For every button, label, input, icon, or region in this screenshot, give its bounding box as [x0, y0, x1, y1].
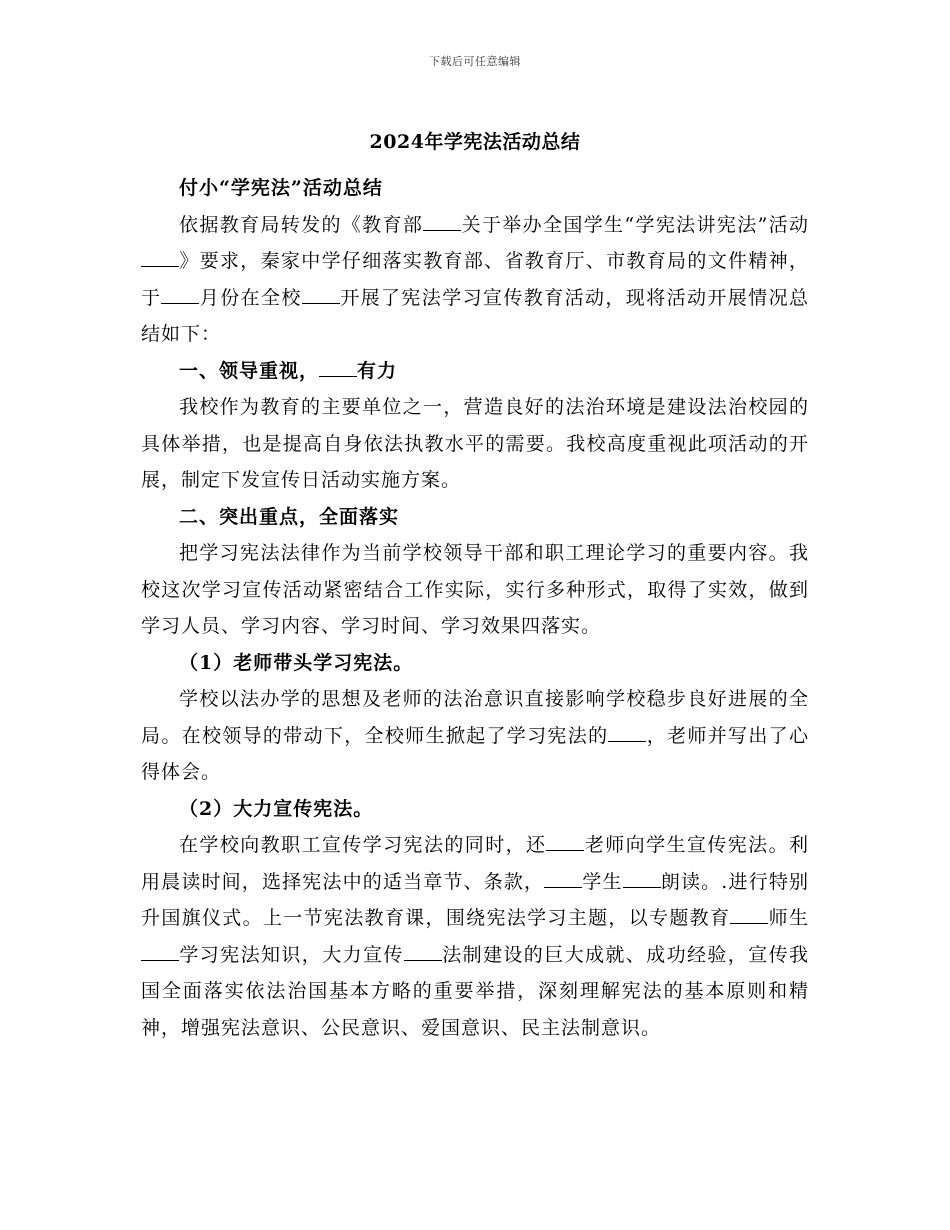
section-1-paragraph: 我校作为教育的主要单位之一，营造良好的法治环境是建设法治校园的具体举措，也是提高自身依法执教水平的需要。我校高度重视此项活动的开展，制定下发宣传日活动实施方案。 [141, 396, 809, 491]
document-subtitle: 付小“学宪法”活动总结 [179, 177, 383, 199]
section-2-paragraph: 把学习宪法法律作为当前学校领导干部和职工理论学习的重要内容。我校这次学习宣传活动紧密结合工作实际，实行多种形式，取得了实效，做到学习人员、学习内容、学习时间、学习效果四落实。 [141, 542, 809, 637]
fill-blank [544, 871, 582, 888]
sub2-text-5: 师生 [768, 907, 809, 929]
sub2-text-2: 老师向学生宣传宪法。利用晨读时间，选择宪法中的适当章节、条款， [141, 834, 809, 893]
sub2-text-7: 法制建设的巨大成就、成功经验，宣传我国全面落实依法治国基本方略的重要举措，深刻理解宪法的基本原则和精神，增强宪法意识、公民意识、爱国意识、民主法制意识。 [141, 943, 809, 1039]
document-title: 2024年学宪法活动总结 [369, 131, 581, 153]
subsection-1-paragraph [141, 681, 809, 791]
sub2-text-3: 学生 [582, 870, 623, 893]
subsection-1-heading: （1）老师带头学习宪法。 [179, 651, 414, 674]
fill-blank [546, 834, 584, 851]
sub1-text-1: 学校以法办学的思想及老师的法治意识直接影响学校稳步良好进展的全局。在校领导的带动下，全校师生掀起了学习宪法的 [141, 688, 809, 747]
intro-text-5: 开展了宪法学习宣传教育活动，现将活动开展情况总结如下： [141, 286, 809, 345]
sub1-text-2: ，老师并写出了心得体会。 [141, 724, 809, 783]
fill-blank [141, 250, 179, 267]
intro-text-4: 月份在全校 [199, 286, 302, 309]
section-1-heading-text-1: 一、领导重视， [179, 359, 320, 382]
intro-text-2: 关于举办全国学生“学宪法讲宪法”活动 [461, 213, 809, 236]
fill-blank [623, 871, 661, 888]
intro-paragraph [141, 207, 809, 353]
subsection-2-paragraph [141, 827, 809, 1046]
subsection-2-heading: （2）大力宣传宪法。 [179, 797, 374, 820]
fill-blank [302, 287, 340, 304]
fill-blank [319, 360, 357, 377]
section-2-heading: 二、突出重点，全面落实 [179, 505, 400, 528]
intro-text-1: 依据教育局转发的《教育部 [179, 213, 424, 236]
fill-blank [730, 907, 768, 924]
intro-text-3: 》要求，秦家中学仔细落实教育部、省教育厅、市教育局的文件精神，于 [141, 250, 809, 309]
document-body [141, 170, 809, 1046]
sub2-text-6: 学习宪法知识，大力宣传 [179, 943, 404, 966]
section-1-heading-text-2: 有力 [357, 359, 398, 382]
fill-blank [141, 944, 179, 961]
section-1-heading [141, 353, 809, 390]
fill-blank [161, 287, 199, 304]
fill-blank [404, 944, 442, 961]
fill-blank [423, 214, 461, 231]
page-header-note: 下载后可任意编辑 [429, 55, 521, 68]
fill-blank [608, 725, 646, 742]
sub2-text-1: 在学校向教职工宣传学习宪法的同时，还 [179, 834, 547, 856]
sub2-text-4: 朗读。.进行特别升国旗仪式。上一节宪法教育课，围绕宪法学习主题，以专题教育 [141, 870, 809, 929]
